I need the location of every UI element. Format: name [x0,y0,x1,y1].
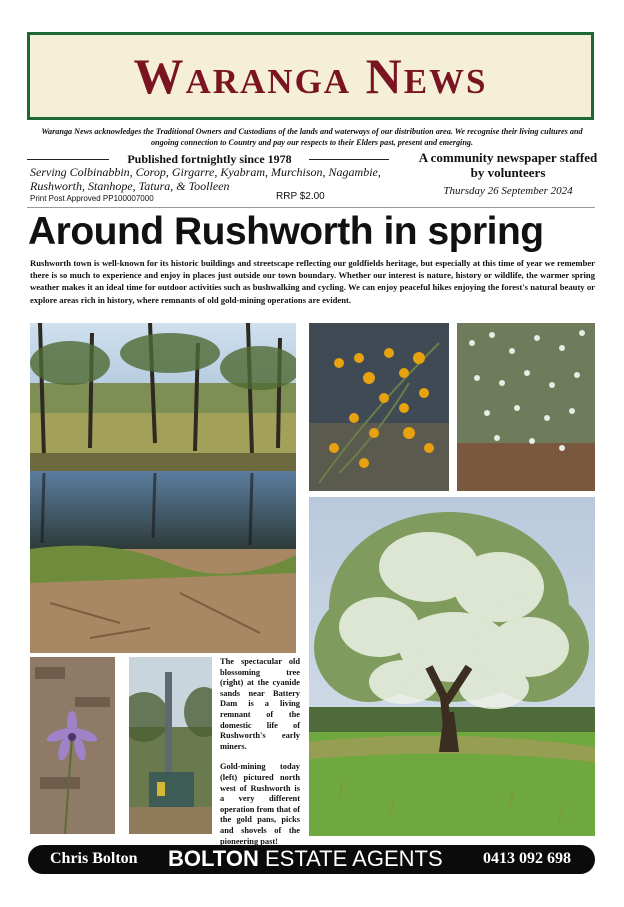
agent-name: Chris Bolton [50,850,138,867]
article-intro: Rushworth town is well-known for its historic buildings and streetscape reflecting our goldfields heritage, but especially at this time of year we remember there is so much to experience and enjoy in places just outside our town boundary. Whether our interest is nature, history or wildlife, the warmer spring weather makes it an ideal time for outdoor activities such as bushwalking and cycling. We can enjoy peaceful hikes enjoying the forest's natural beauty or explore areas rich in history, where remnants of old gold-mining operations are evident. [30,258,595,305]
caption-tree: The spectacular old blossoming tree (right) at the cyanide sands near Battery Dam is a living remnant of the domestic life of Rushworth's early miners. [220,657,300,751]
header-divider [27,207,595,208]
orange-wildflower-photo [309,323,449,491]
advertisement-footer[interactable] [28,845,595,874]
serving-towns: Serving Colbinabbin, Corop, Girgarre, Kyabram, Murchison, Nagambie, Rushworth, Stanhope, Tatura, & Toolleen [30,165,381,193]
price: RRP $2.00 [276,191,325,202]
print-post-number: Print Post Approved PP100007000 [30,194,154,203]
white-shrub-photo [457,323,595,491]
purple-orchid-photo [30,657,115,834]
masthead [27,32,594,120]
header-rule-right [309,159,389,160]
caption-mining: Gold-mining today (left) pictured north west of Rushworth is a very different operation from that of the gold pans, picks and shovels of the pioneering past! [220,762,300,846]
issue-date: Thursday 26 September 2024 [443,185,573,197]
photo-captions [220,657,300,857]
gold-mining-photo [129,657,212,834]
community-tagline: A community newspaper staffed by volunteers [418,150,598,180]
agency-brand-rest: ESTATE AGENTS [258,846,443,871]
blossoming-tree-photo [309,497,595,836]
agent-phone[interactable]: 0413 092 698 [483,850,571,867]
agency-brand-bold: BOLTON [168,846,259,871]
header-rule-left [27,159,109,160]
article-headline: Around Rushworth in spring [28,210,544,253]
acknowledgement: Waranga News acknowledges the Traditional Owners and Custodians of the lands and waterways of our distribution area. We recognise their living cultures and ongoing connection to Country and pay our respects to their Elders past, present and emerging. [41,127,583,147]
forest-pond-photo [30,323,296,653]
masthead-title: Waranga News [133,48,488,104]
published-line: Published fortnightly since 1978 [127,152,292,166]
agency-brand [168,846,443,872]
